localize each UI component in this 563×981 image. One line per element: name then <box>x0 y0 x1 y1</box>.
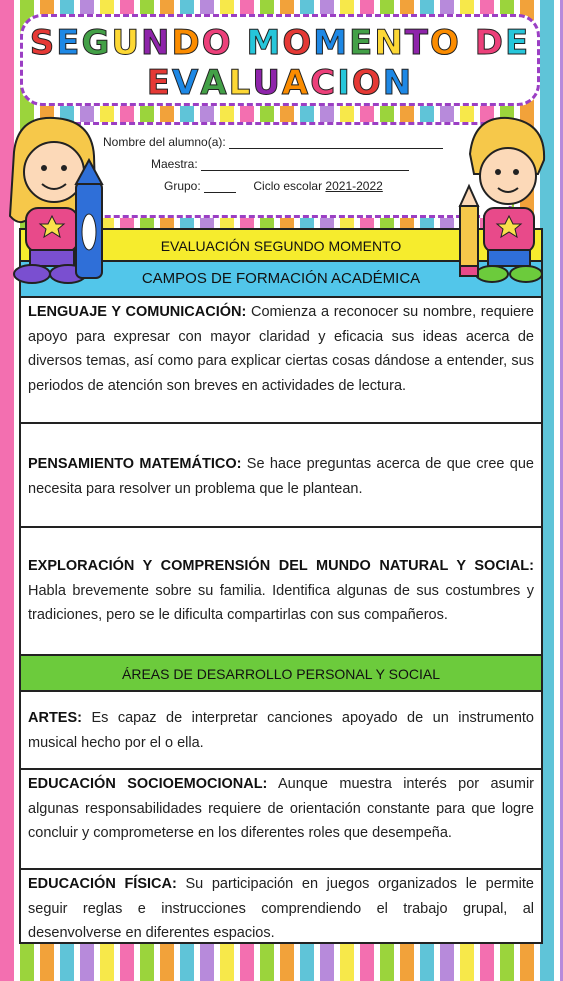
title-letter: V <box>171 63 201 103</box>
fisica-text: Su participación en juegos organizados le permite seguir reglas e instrucciones comprendiendo el trabajo grupal, al desenvolverse en diferentes espacios. <box>28 876 534 941</box>
teacher-field[interactable] <box>201 170 409 171</box>
title-letter: O <box>201 23 233 63</box>
socioemocional-text: Aunque muestra interés por asumir algunas responsabilidades requiere de orientación constante para que logre concluir y comprometerse en los diferentes roles que desempeña. <box>28 776 535 841</box>
girl-with-crayon-illustration <box>4 112 116 292</box>
boy-with-pencil-illustration <box>452 114 556 290</box>
socioemocional-label: EDUCACIÓN SOCIOEMOCIONAL: <box>28 776 268 792</box>
fisica-label: EDUCACIÓN FÍSICA: <box>28 876 177 892</box>
artes-label: ARTES: <box>28 710 82 726</box>
section-exploracion <box>21 528 541 656</box>
group-field[interactable] <box>204 192 236 193</box>
title-letter: M <box>313 23 350 63</box>
student-name-label: Nombre del alumno(a): <box>103 135 226 149</box>
title-letter: I <box>337 63 352 103</box>
title-letter: M <box>246 23 283 63</box>
school-cycle-value: 2021-2022 <box>325 179 383 193</box>
title-letter: G <box>81 23 112 63</box>
title-letter: U <box>111 23 142 63</box>
section-artes <box>21 692 541 770</box>
title-line-2 <box>23 63 537 103</box>
section-pensamiento <box>21 424 541 528</box>
evaluation-table <box>19 228 543 944</box>
title-letter: E <box>146 63 172 103</box>
title-letter: U <box>252 63 282 103</box>
title-letter: N <box>374 23 405 63</box>
artes-text: Es capaz de interpretar canciones apoyado de un instrumento musical hecho por el o ella. <box>28 710 534 751</box>
title-letter: O <box>282 23 314 63</box>
title-letter <box>461 23 475 63</box>
section-lenguaje <box>21 298 541 424</box>
student-name-field[interactable] <box>229 148 443 149</box>
personal-band <box>21 656 541 692</box>
section-socioemocional <box>21 770 541 870</box>
title-letter: O <box>430 23 461 63</box>
title-letter: D <box>474 23 505 63</box>
title-letter: C <box>310 63 338 103</box>
title-letter: N <box>141 23 172 63</box>
title-letter: S <box>29 23 57 63</box>
pensamiento-label: PENSAMIENTO MATEMÁTICO: <box>28 456 242 472</box>
pensamiento-text: Se hace preguntas acerca de que cree que necesita para resolver un problema que le plantean. <box>28 456 534 497</box>
lenguaje-label: LENGUAJE Y COMUNICACIÓN: <box>28 304 247 320</box>
exploracion-text: Habla brevemente sobre su familia. Identifica algunas de sus costumbres y tradiciones, pero se le dificulta compartirlas con sus compañeros. <box>28 582 534 623</box>
title-letter: A <box>281 63 311 103</box>
personal-band-title: ÁREAS DE DESARROLLO PERSONAL Y SOCIAL <box>122 666 440 682</box>
title-banner <box>20 14 540 106</box>
title-letter: D <box>171 23 202 63</box>
evaluation-band-title: EVALUACIÓN SEGUNDO MOMENTO <box>160 238 402 254</box>
student-info-box <box>52 122 512 218</box>
academic-band-title: CAMPOS DE FORMACIÓN ACADÉMICA <box>141 270 421 287</box>
title-letter <box>233 23 247 63</box>
title-letter: E <box>349 23 375 63</box>
title-letter: E <box>504 23 531 63</box>
group-label: Grupo: <box>164 179 201 193</box>
title-line-1 <box>23 23 537 63</box>
school-cycle-label: Ciclo escolar <box>253 179 323 193</box>
lenguaje-text: Comienza a reconocer su nombre, requiere apoyo para expresar con mayor claridad y eficacia sus ideas acerca de diversos temas, así como para explicar ciertas cosas dándose a entender, sus periodos de atención son breves en actividades de lectura. <box>28 304 534 394</box>
exploracion-label: EXPLORACIÓN Y COMPRENSIÓN DEL MUNDO NATURAL Y SOCIAL: <box>28 558 534 574</box>
teacher-label: Maestra: <box>151 157 198 171</box>
title-letter: O <box>351 63 383 103</box>
title-letter: T <box>404 23 430 63</box>
title-letter: A <box>200 63 229 103</box>
title-letter: E <box>56 23 82 63</box>
section-fisica <box>21 870 541 944</box>
title-letter: L <box>228 63 253 103</box>
title-letter: N <box>382 63 414 103</box>
